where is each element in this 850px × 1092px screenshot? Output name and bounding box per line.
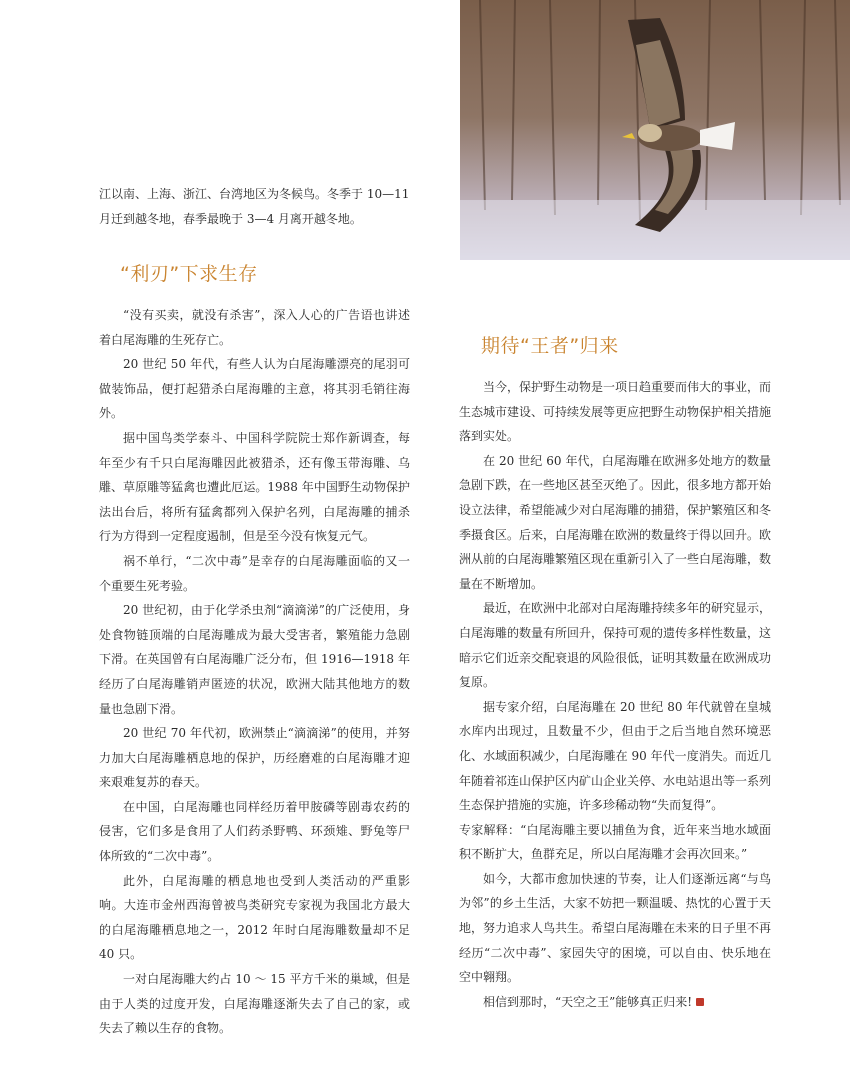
paragraph: 一对白尾海雕大约占 10 ～ 15 平方千米的巢域，但是由于人类的过度开发，白尾海雕逐渐失去了自己的家，或失去了赖以生存的食物。 xyxy=(99,972,410,1036)
paragraph: 祸不单行，“二次中毒”是幸存的白尾海雕面临的又一个重要生死考验。 xyxy=(99,553,410,593)
paragraph: 专家解释：“白尾海雕主要以捕鱼为食，近年来当地水域面积不断扩大，鱼群充足，所以白尾海雕才会再次回来。” xyxy=(459,822,771,862)
paragraph: 20 世纪 70 年代初，欧洲禁止“滴滴涕”的使用，并努力加大白尾海雕栖息地的保护，历经磨难的白尾海雕才迎来艰难复苏的春天。 xyxy=(99,726,410,790)
end-mark-icon xyxy=(696,998,704,1006)
section1-heading: “利刃”下求生存 xyxy=(120,263,258,285)
intro-line-2: 月迁到越冬地，春季最晚于 3—4 月离开越冬地。 xyxy=(99,211,362,226)
paragraph xyxy=(459,867,771,990)
paragraph: 据中国鸟类学泰斗、中国科学院院士郑作新调查，每年至少有千只白尾海雕因此被猎杀，还有像玉带海雕、乌雕、草原雕等猛禽也遭此厄运。1988 年中国野生动物保护法出台后，将所有猛禽都列入保护名列，白尾海雕的捕杀行为方得到一定程度遏制，但是至今没有恢复元气。 xyxy=(99,430,410,544)
paragraph: 20 世纪 50 年代，有些人认为白尾海雕漂亮的尾羽可做装饰品，便打起猎杀白尾海雕的主意，将其羽毛销往海外。 xyxy=(99,357,410,421)
closing-text: 相信到那时，“天空之王”能够真正归来! xyxy=(483,994,693,1009)
paragraph: 20 世纪初，由于化学杀虫剂“滴滴涕”的广泛使用，身处食物链顶端的白尾海雕成为最大受害者，繁殖能力急剧下滑。在英国曾有白尾海雕广泛分布，但 1916—1918 年经历了白尾海雕销声匿迹的状况，欧洲大陆其他地方的数量也急剧下滑。 xyxy=(99,603,410,716)
paragraph: “没有买卖，就没有杀害”，深入人心的广告语也讲述着白尾海雕的生死存亡。 xyxy=(99,308,410,347)
intro-line-1: 江以南、上海、浙江、台湾地区为冬候鸟。冬季于 10—11 xyxy=(99,187,410,201)
closing-paragraph xyxy=(459,990,771,1015)
intro-text xyxy=(99,182,410,231)
section2-body xyxy=(459,375,771,1014)
eagle-photo xyxy=(460,0,850,260)
paragraph: 此外，白尾海雕的栖息地也受到人类活动的严重影响。大连市金州西海曾被鸟类研究专家视为我国北方最大的白尾海雕栖息地之一，2012 年时白尾海雕数量却不足 40 只。 xyxy=(99,873,410,962)
paragraph-text: 如今，大都市愈加快速的节奏，让人们逐渐远离“与鸟为邻”的乡土生活，大家不妨把一颗温暖、热忱的心置于天地，努力追求人鸟共生。希望白尾海雕在未来的日子里不再经历“二次中毒”、家园失守的困境，可以自由、快乐地在空中翱翔。 xyxy=(459,871,772,985)
section2-heading: 期待“王者”归来 xyxy=(481,335,619,357)
paragraph: 最近，在欧洲中北部对白尾海雕持续多年的研究显示，白尾海雕的数量有所回升，保持可观的遗传多样性数量，这暗示它们近亲交配衰退的风险很低，证明其数量在欧洲成功复原。 xyxy=(459,601,772,690)
paragraph: 据专家介绍，白尾海雕在 20 世纪 80 年代就曾在皇城水库内出现过，且数量不少，但由于之后当地自然环境恶化、水域面积减少，白尾海雕在 90 年代一度消失。而近几年随着祁连山保护区内矿山企业关停、水电站退出等一系列生态保护措施的实施，许多珍稀动物“失而复得”。 xyxy=(459,699,772,813)
paragraph: 当今，保护野生动物是一项日趋重要而伟大的事业，而生态城市建设、可持续发展等更应把野生动物保护相关措施落到实处。 xyxy=(459,380,772,444)
section1-body xyxy=(99,303,410,1041)
paragraph: 在中国，白尾海雕也同样经历着甲胺磷等剧毒农药的侵害，它们多是食用了人们药杀野鸭、环颈雉、野兔等尸体所致的“二次中毒”。 xyxy=(99,799,410,864)
paragraph: 在 20 世纪 60 年代，白尾海雕在欧洲多处地方的数量急剧下跌，在一些地区甚至灭绝了。因此，很多地方都开始设立法律，希望能减少对白尾海雕的捕猎，保护繁殖区和冬季摄食区。后来，白尾海雕在欧洲的数量终于得以回升。欧洲从前的白尾海雕繁殖区现在重新引入了一些白尾海雕，数量在不断增加。 xyxy=(459,453,772,591)
